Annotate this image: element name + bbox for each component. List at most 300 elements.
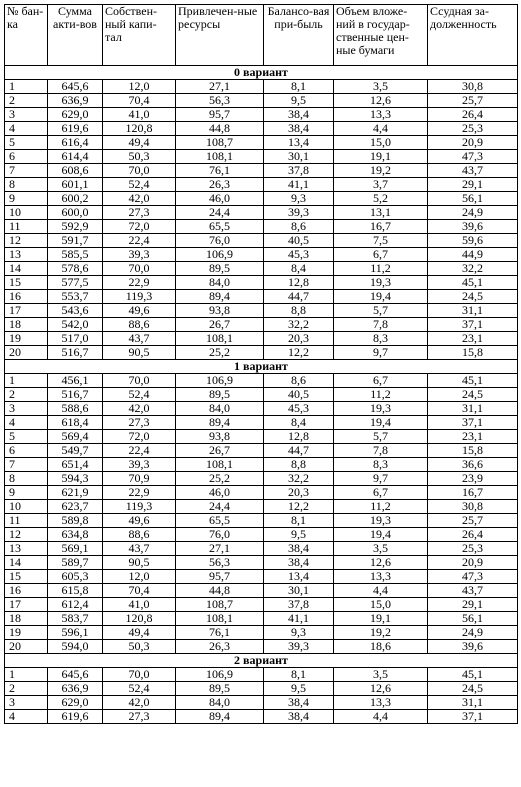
table-cell: 14 bbox=[5, 556, 48, 570]
table-cell: 543,6 bbox=[48, 304, 103, 318]
table-cell: 629,0 bbox=[48, 696, 103, 710]
table-cell: 39,6 bbox=[428, 220, 518, 234]
table-cell: 12 bbox=[5, 234, 48, 248]
table-cell: 42,0 bbox=[103, 696, 176, 710]
table-cell: 3,5 bbox=[334, 542, 428, 556]
table-cell: 8 bbox=[5, 178, 48, 192]
table-cell: 42,0 bbox=[103, 192, 176, 206]
table-cell: 553,7 bbox=[48, 290, 103, 304]
table-cell: 25,2 bbox=[176, 346, 264, 360]
table-cell: 38,4 bbox=[264, 696, 334, 710]
table-cell: 24,5 bbox=[428, 388, 518, 402]
table-cell: 50,3 bbox=[103, 640, 176, 654]
table-cell: 106,9 bbox=[176, 374, 264, 388]
table-cell: 15,8 bbox=[428, 346, 518, 360]
table-cell: 25,3 bbox=[428, 542, 518, 556]
table-row bbox=[5, 346, 518, 360]
table-cell: 18 bbox=[5, 612, 48, 626]
table-row bbox=[5, 472, 518, 486]
table-row bbox=[5, 276, 518, 290]
table-cell: 8,4 bbox=[264, 262, 334, 276]
table-cell: 1 bbox=[5, 80, 48, 94]
table-cell: 8,6 bbox=[264, 220, 334, 234]
table-cell: 16 bbox=[5, 584, 48, 598]
table-row bbox=[5, 332, 518, 346]
table-cell: 8 bbox=[5, 472, 48, 486]
table-cell: 15,0 bbox=[334, 136, 428, 150]
table-row bbox=[5, 542, 518, 556]
table-cell: 26,3 bbox=[176, 178, 264, 192]
table-cell: 39,3 bbox=[103, 248, 176, 262]
table-cell: 70,0 bbox=[103, 374, 176, 388]
table-cell: 45,3 bbox=[264, 402, 334, 416]
table-cell: 589,8 bbox=[48, 514, 103, 528]
header-row bbox=[5, 5, 518, 66]
table-cell: 4,4 bbox=[334, 122, 428, 136]
table-cell: 20,9 bbox=[428, 136, 518, 150]
table-cell: 16 bbox=[5, 290, 48, 304]
table-cell: 12,6 bbox=[334, 556, 428, 570]
table-cell: 26,7 bbox=[176, 318, 264, 332]
table-row bbox=[5, 500, 518, 514]
table-cell: 18 bbox=[5, 318, 48, 332]
table-row bbox=[5, 640, 518, 654]
table-cell: 4 bbox=[5, 710, 48, 724]
table-cell: 108,7 bbox=[176, 136, 264, 150]
table-cell: 614,4 bbox=[48, 150, 103, 164]
table-cell: 88,6 bbox=[103, 528, 176, 542]
table-cell: 7,8 bbox=[334, 318, 428, 332]
table-cell: 8,8 bbox=[264, 458, 334, 472]
table-cell: 47,3 bbox=[428, 570, 518, 584]
table-cell: 13,4 bbox=[264, 136, 334, 150]
table-cell: 12,8 bbox=[264, 276, 334, 290]
table-cell: 89,4 bbox=[176, 710, 264, 724]
table-cell: 49,6 bbox=[103, 514, 176, 528]
table-cell: 76,1 bbox=[176, 626, 264, 640]
table-cell: 13,4 bbox=[264, 570, 334, 584]
table-cell: 5 bbox=[5, 136, 48, 150]
table-cell: 38,4 bbox=[264, 542, 334, 556]
table-cell: 24,4 bbox=[176, 206, 264, 220]
table-cell: 38,4 bbox=[264, 710, 334, 724]
table-cell: 19 bbox=[5, 626, 48, 640]
table-cell: 59,6 bbox=[428, 234, 518, 248]
table-cell: 20 bbox=[5, 640, 48, 654]
table-cell: 52,4 bbox=[103, 388, 176, 402]
table-cell: 119,3 bbox=[103, 500, 176, 514]
table-cell: 10 bbox=[5, 206, 48, 220]
table-row bbox=[5, 598, 518, 612]
table-cell: 6,7 bbox=[334, 486, 428, 500]
table-cell: 93,8 bbox=[176, 304, 264, 318]
table-cell: 46,0 bbox=[176, 486, 264, 500]
table-cell: 38,4 bbox=[264, 122, 334, 136]
table-cell: 3,7 bbox=[334, 178, 428, 192]
table-cell: 9,5 bbox=[264, 682, 334, 696]
table-cell: 29,1 bbox=[428, 598, 518, 612]
table-cell: 8,4 bbox=[264, 416, 334, 430]
table-cell: 569,4 bbox=[48, 430, 103, 444]
table-cell: 26,4 bbox=[428, 108, 518, 122]
table-cell: 43,7 bbox=[103, 542, 176, 556]
table-cell: 12,6 bbox=[334, 682, 428, 696]
table-cell: 19,4 bbox=[334, 528, 428, 542]
table-cell: 8,1 bbox=[264, 668, 334, 682]
table-cell: 20,3 bbox=[264, 486, 334, 500]
table-cell: 49,4 bbox=[103, 136, 176, 150]
table-row bbox=[5, 122, 518, 136]
table-cell: 15 bbox=[5, 570, 48, 584]
table-cell: 41,1 bbox=[264, 612, 334, 626]
table-cell: 6 bbox=[5, 444, 48, 458]
table-cell: 43,7 bbox=[428, 164, 518, 178]
table-cell: 11,2 bbox=[334, 262, 428, 276]
table-cell: 24,5 bbox=[428, 682, 518, 696]
table-cell: 39,6 bbox=[428, 640, 518, 654]
table-cell: 26,3 bbox=[176, 640, 264, 654]
table-cell: 23,9 bbox=[428, 472, 518, 486]
table-cell: 42,0 bbox=[103, 402, 176, 416]
table-cell: 616,4 bbox=[48, 136, 103, 150]
table-cell: 93,8 bbox=[176, 430, 264, 444]
table-cell: 25,3 bbox=[428, 122, 518, 136]
table-cell: 106,9 bbox=[176, 248, 264, 262]
table-cell: 40,5 bbox=[264, 234, 334, 248]
section-header-row bbox=[5, 360, 518, 374]
table-cell: 8,6 bbox=[264, 374, 334, 388]
table-cell: 84,0 bbox=[176, 696, 264, 710]
table-cell: 31,1 bbox=[428, 304, 518, 318]
table-cell: 49,4 bbox=[103, 626, 176, 640]
table-cell: 44,8 bbox=[176, 584, 264, 598]
table-cell: 3 bbox=[5, 108, 48, 122]
table-row bbox=[5, 374, 518, 388]
table-cell: 12,0 bbox=[103, 570, 176, 584]
table-cell: 9 bbox=[5, 192, 48, 206]
table-cell: 88,6 bbox=[103, 318, 176, 332]
table-cell: 600,2 bbox=[48, 192, 103, 206]
table-row bbox=[5, 94, 518, 108]
table-cell: 11 bbox=[5, 514, 48, 528]
section-header-row bbox=[5, 66, 518, 80]
table-row bbox=[5, 430, 518, 444]
table-cell: 651,4 bbox=[48, 458, 103, 472]
table-cell: 29,1 bbox=[428, 178, 518, 192]
table-cell: 456,1 bbox=[48, 374, 103, 388]
table-cell: 56,3 bbox=[176, 556, 264, 570]
table-cell: 120,8 bbox=[103, 612, 176, 626]
table-cell: 37,8 bbox=[264, 164, 334, 178]
table-cell: 13,3 bbox=[334, 108, 428, 122]
table-cell: 596,1 bbox=[48, 626, 103, 640]
table-cell: 19,2 bbox=[334, 164, 428, 178]
table-cell: 30,8 bbox=[428, 80, 518, 94]
table-cell: 8,8 bbox=[264, 304, 334, 318]
table-cell: 31,1 bbox=[428, 696, 518, 710]
table-cell: 25,2 bbox=[176, 472, 264, 486]
table-cell: 17 bbox=[5, 598, 48, 612]
table-cell: 589,7 bbox=[48, 556, 103, 570]
table-cell: 27,3 bbox=[103, 206, 176, 220]
table-cell: 89,5 bbox=[176, 262, 264, 276]
table-cell: 569,1 bbox=[48, 542, 103, 556]
table-cell: 634,8 bbox=[48, 528, 103, 542]
table-cell: 26,7 bbox=[176, 444, 264, 458]
table-cell: 542,0 bbox=[48, 318, 103, 332]
table-cell: 32,2 bbox=[428, 262, 518, 276]
table-cell: 70,4 bbox=[103, 584, 176, 598]
table-cell: 41,0 bbox=[103, 108, 176, 122]
table-row bbox=[5, 290, 518, 304]
table-cell: 56,1 bbox=[428, 192, 518, 206]
table-cell: 11,2 bbox=[334, 500, 428, 514]
table-cell: 5,2 bbox=[334, 192, 428, 206]
table-cell: 26,4 bbox=[428, 528, 518, 542]
table-cell: 76,1 bbox=[176, 164, 264, 178]
table-cell: 16,7 bbox=[334, 220, 428, 234]
table-row bbox=[5, 668, 518, 682]
table-cell: 629,0 bbox=[48, 108, 103, 122]
table-cell: 516,7 bbox=[48, 388, 103, 402]
table-cell: 517,0 bbox=[48, 332, 103, 346]
table-cell: 76,0 bbox=[176, 234, 264, 248]
table-body bbox=[5, 66, 518, 724]
table-cell: 25,7 bbox=[428, 94, 518, 108]
table-cell: 4 bbox=[5, 416, 48, 430]
table-cell: 17 bbox=[5, 304, 48, 318]
table-cell: 43,7 bbox=[103, 332, 176, 346]
table-cell: 645,6 bbox=[48, 668, 103, 682]
table-cell: 14 bbox=[5, 262, 48, 276]
table-cell: 84,0 bbox=[176, 276, 264, 290]
table-cell: 12 bbox=[5, 528, 48, 542]
table-row bbox=[5, 682, 518, 696]
table-cell: 90,5 bbox=[103, 556, 176, 570]
table-cell: 19,2 bbox=[334, 626, 428, 640]
table-cell: 108,1 bbox=[176, 332, 264, 346]
table-cell: 15 bbox=[5, 276, 48, 290]
table-cell: 32,2 bbox=[264, 472, 334, 486]
table-cell: 52,4 bbox=[103, 178, 176, 192]
table-cell: 27,1 bbox=[176, 542, 264, 556]
document-page bbox=[4, 4, 518, 724]
table-cell: 1 bbox=[5, 374, 48, 388]
table-cell: 7,5 bbox=[334, 234, 428, 248]
table-row bbox=[5, 570, 518, 584]
table-cell: 6 bbox=[5, 150, 48, 164]
table-cell: 72,0 bbox=[103, 430, 176, 444]
table-cell: 12,2 bbox=[264, 346, 334, 360]
table-cell: 9 bbox=[5, 486, 48, 500]
table-cell: 3 bbox=[5, 696, 48, 710]
table-cell: 549,7 bbox=[48, 444, 103, 458]
table-row bbox=[5, 108, 518, 122]
table-cell: 39,3 bbox=[264, 206, 334, 220]
table-cell: 12,2 bbox=[264, 500, 334, 514]
table-row bbox=[5, 164, 518, 178]
table-cell: 108,1 bbox=[176, 458, 264, 472]
table-cell: 108,7 bbox=[176, 598, 264, 612]
table-cell: 15,0 bbox=[334, 598, 428, 612]
table-cell: 9,5 bbox=[264, 94, 334, 108]
table-cell: 8,3 bbox=[334, 332, 428, 346]
table-cell: 41,0 bbox=[103, 598, 176, 612]
table-cell: 20 bbox=[5, 346, 48, 360]
table-cell: 45,1 bbox=[428, 374, 518, 388]
table-row bbox=[5, 262, 518, 276]
table-cell: 19,1 bbox=[334, 612, 428, 626]
table-row bbox=[5, 318, 518, 332]
table-cell: 41,1 bbox=[264, 178, 334, 192]
table-cell: 45,3 bbox=[264, 248, 334, 262]
table-cell: 38,4 bbox=[264, 556, 334, 570]
table-cell: 19 bbox=[5, 332, 48, 346]
table-cell: 11 bbox=[5, 220, 48, 234]
table-cell: 49,6 bbox=[103, 304, 176, 318]
table-cell: 56,1 bbox=[428, 612, 518, 626]
table-cell: 594,0 bbox=[48, 640, 103, 654]
table-cell: 43,7 bbox=[428, 584, 518, 598]
table-cell: 3 bbox=[5, 402, 48, 416]
table-cell: 52,4 bbox=[103, 682, 176, 696]
table-cell: 106,9 bbox=[176, 668, 264, 682]
table-cell: 605,3 bbox=[48, 570, 103, 584]
table-cell: 89,4 bbox=[176, 416, 264, 430]
table-cell: 108,1 bbox=[176, 150, 264, 164]
table-cell: 13,1 bbox=[334, 206, 428, 220]
table-row bbox=[5, 206, 518, 220]
table-cell: 578,6 bbox=[48, 262, 103, 276]
table-cell: 22,9 bbox=[103, 276, 176, 290]
table-row bbox=[5, 528, 518, 542]
table-cell: 30,1 bbox=[264, 584, 334, 598]
table-cell: 39,3 bbox=[264, 640, 334, 654]
table-cell: 13 bbox=[5, 542, 48, 556]
table-row bbox=[5, 556, 518, 570]
table-cell: 577,5 bbox=[48, 276, 103, 290]
table-row bbox=[5, 402, 518, 416]
table-cell: 12,6 bbox=[334, 94, 428, 108]
section-title: 1 вариант bbox=[5, 360, 518, 374]
table-cell: 5 bbox=[5, 430, 48, 444]
table-row bbox=[5, 612, 518, 626]
table-cell: 70,9 bbox=[103, 472, 176, 486]
table-cell: 44,7 bbox=[264, 444, 334, 458]
table-cell: 65,5 bbox=[176, 514, 264, 528]
table-cell: 19,1 bbox=[334, 150, 428, 164]
section-title: 2 вариант bbox=[5, 654, 518, 668]
table-cell: 24,9 bbox=[428, 206, 518, 220]
table-cell: 36,6 bbox=[428, 458, 518, 472]
table-cell: 13 bbox=[5, 248, 48, 262]
table-cell: 22,4 bbox=[103, 234, 176, 248]
table-cell: 8,1 bbox=[264, 80, 334, 94]
header-total-assets: Сумма акти-вов bbox=[48, 5, 103, 66]
table-cell: 18,6 bbox=[334, 640, 428, 654]
table-cell: 19,3 bbox=[334, 402, 428, 416]
table-cell: 623,7 bbox=[48, 500, 103, 514]
table-cell: 4,4 bbox=[334, 584, 428, 598]
table-row bbox=[5, 458, 518, 472]
table-cell: 8,1 bbox=[264, 514, 334, 528]
table-cell: 30,1 bbox=[264, 150, 334, 164]
table-row bbox=[5, 234, 518, 248]
table-cell: 619,6 bbox=[48, 122, 103, 136]
table-cell: 583,7 bbox=[48, 612, 103, 626]
table-row bbox=[5, 192, 518, 206]
table-cell: 12,8 bbox=[264, 430, 334, 444]
table-cell: 588,6 bbox=[48, 402, 103, 416]
table-cell: 516,7 bbox=[48, 346, 103, 360]
table-cell: 16,7 bbox=[428, 486, 518, 500]
table-cell: 22,9 bbox=[103, 486, 176, 500]
table-cell: 615,8 bbox=[48, 584, 103, 598]
table-cell: 46,0 bbox=[176, 192, 264, 206]
table-cell: 24,4 bbox=[176, 500, 264, 514]
table-cell: 636,9 bbox=[48, 94, 103, 108]
table-cell: 95,7 bbox=[176, 108, 264, 122]
header-attracted-resources: Привлечен-ные ресурсы bbox=[176, 5, 264, 66]
table-row bbox=[5, 304, 518, 318]
table-cell: 19,4 bbox=[334, 416, 428, 430]
table-row bbox=[5, 514, 518, 528]
table-cell: 47,3 bbox=[428, 150, 518, 164]
table-cell: 19,3 bbox=[334, 514, 428, 528]
table-cell: 618,4 bbox=[48, 416, 103, 430]
table-cell: 56,3 bbox=[176, 94, 264, 108]
table-cell: 70,0 bbox=[103, 164, 176, 178]
table-cell: 592,9 bbox=[48, 220, 103, 234]
table-cell: 44,8 bbox=[176, 122, 264, 136]
table-cell: 45,1 bbox=[428, 276, 518, 290]
table-cell: 89,4 bbox=[176, 290, 264, 304]
table-cell: 40,5 bbox=[264, 388, 334, 402]
table-cell: 20,3 bbox=[264, 332, 334, 346]
table-row bbox=[5, 696, 518, 710]
table-cell: 31,1 bbox=[428, 402, 518, 416]
header-loan-debt: Ссудная за-долженность bbox=[428, 5, 518, 66]
table-cell: 585,5 bbox=[48, 248, 103, 262]
table-row bbox=[5, 486, 518, 500]
header-bank-number: № бан-ка bbox=[5, 5, 48, 66]
table-cell: 108,1 bbox=[176, 612, 264, 626]
table-cell: 24,9 bbox=[428, 626, 518, 640]
table-cell: 37,1 bbox=[428, 710, 518, 724]
table-cell: 13,3 bbox=[334, 570, 428, 584]
bank-data-table bbox=[4, 4, 518, 724]
table-cell: 27,3 bbox=[103, 416, 176, 430]
table-cell: 5,7 bbox=[334, 304, 428, 318]
header-own-capital: Собствен-ный капи-тал bbox=[103, 5, 176, 66]
table-cell: 13,3 bbox=[334, 696, 428, 710]
table-cell: 7 bbox=[5, 458, 48, 472]
table-cell: 612,4 bbox=[48, 598, 103, 612]
table-cell: 37,1 bbox=[428, 318, 518, 332]
table-cell: 1 bbox=[5, 668, 48, 682]
table-cell: 7 bbox=[5, 164, 48, 178]
table-cell: 37,1 bbox=[428, 416, 518, 430]
table-row bbox=[5, 220, 518, 234]
table-cell: 645,6 bbox=[48, 80, 103, 94]
header-balance-profit: Балансо-вая при-быль bbox=[264, 5, 334, 66]
table-cell: 4 bbox=[5, 122, 48, 136]
table-row bbox=[5, 626, 518, 640]
table-cell: 5,7 bbox=[334, 430, 428, 444]
table-row bbox=[5, 150, 518, 164]
table-cell: 22,4 bbox=[103, 444, 176, 458]
table-cell: 10 bbox=[5, 500, 48, 514]
